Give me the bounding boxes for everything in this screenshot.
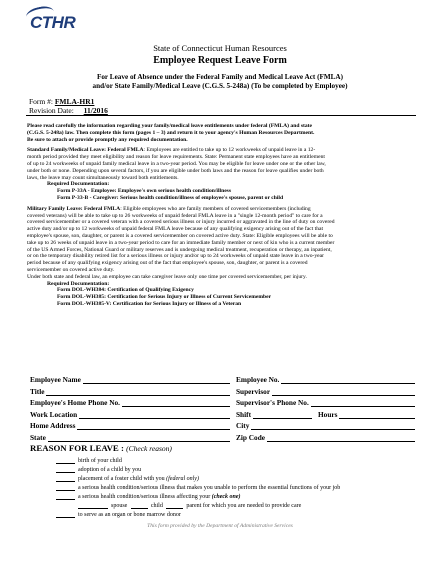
hours-field[interactable]: [339, 411, 415, 419]
hours-label: Hours: [318, 409, 338, 419]
shift-field[interactable]: [253, 411, 312, 419]
supervisor-phone-field[interactable]: [311, 399, 415, 407]
reason-option-adoption: adoption of a child by you: [56, 466, 141, 473]
reason-option-donor: to serve as an organ or bone marrow donor: [56, 511, 181, 518]
reason-check-donor[interactable]: [56, 511, 75, 518]
reason-for-leave-heading: REASON FOR LEAVE : (Check reason): [30, 443, 172, 453]
city-field[interactable]: [251, 422, 415, 430]
reason-option-family-illness: a serious health condition/serious illness affecting your (check one): [56, 493, 241, 500]
reason-check-spouse[interactable]: [78, 502, 108, 509]
form-number: Form #: FMLA-HR1: [29, 97, 95, 106]
reason-check-own-illness[interactable]: [56, 484, 75, 491]
city-label: City: [236, 421, 250, 430]
home-phone-label: Employee's Home Phone No.: [30, 398, 120, 407]
home-address-label: Home Address: [30, 421, 76, 430]
reason-check-parent[interactable]: [166, 502, 183, 509]
reason-check-child[interactable]: [131, 502, 148, 509]
reason-check-adoption[interactable]: [56, 466, 75, 473]
reason-option-foster: placement of a foster child with you (federal only): [56, 475, 199, 482]
footer-note: This form provided by the Department of Administrative Services: [147, 523, 293, 529]
title-field[interactable]: [46, 388, 230, 396]
military-leave-section: Military Family Leave: Federal FMLA: Eligible employees who are family members of covered servicemembers (including: [27, 205, 311, 212]
employee-info: [30, 374, 415, 442]
instructions: Please read carefully the information regarding your family/medical leave entitlements under federal (FMLA) and state (C.G.S. 5-248a) law. Then complete this form (pages 1 – 3) and return it to your agency's Human Resources Department. Be sure to attach or provide promptly any required documentation. Standard Family/Medical Leave: Federal FMLA: Employees are entitled to take up to 12 workweeks of unpaid leave in a 12- month period provided they meet eligibility and reason for leave requirements. State: Permanent state employees have an entitlement of up to 24 workweeks of unpaid family medical leave in a two-year period. You may be eligible for leave under one or the other law, under both or none. Depending upon several factors, if you are eligible under both laws and the reason for leave qualifies under both laws, the leave may count simultaneously toward both entitlements. Required Documentation: Form P-33A - Employee: Employee's own serious health condition/illness Form P-33-B - Caregiver: Serious health condition/illness of employee's spouse, parent or child Military Family Leave: Federal FMLA: Eligible employees who are family members of covered servicemembers (including covered veterans) will be able to take up to 26 workweeks of unpaid federal FMLA leave in a "single 12-month period" to care for a covered servicemember or a covered veteran with a covered serious illness or injury incurred or aggravated in the line of duty on covered active duty and/or up to 12 workweeks of unpaid federal FMLA leave because of any qualifying exigency arising out of the fact that employee's spouse, son, daughter, or parent is a covered servicemember on covered active duty. State: Eligible employees will be able to take up to 26 weeks of unpaid leave in a two-year period to care for an immediate family member or next of kin who is a current member of the US Armed Forces, National Guard or military reserves and is undergoing medical treatment, recuperation or therapy, an inpatient, or on the temporary disability retired list for a serious illness or injury and/or up to 24 workweeks of unpaid state leave in a two-year period because of any qualifying exigency arising out of the fact that employee's spouse, son, daughter, or parent is a covered servicemember on covered active duty. Under both state and federal law, an employee can take caregiver leave only one time per covered servicemember, per injury. Required Documentation: Form DOL-WH384: Certification of Qualifying Exigency Form DOL-WH385: Certification for Serious Injury or Illness of Current Servicemember Form DOL-WH385-V: Certification for Serious Injury or Illness of a Veteran: [27, 123, 417, 308]
supervisor-field[interactable]: [272, 388, 415, 396]
reason-check-birth[interactable]: [56, 457, 75, 464]
title-label: Title: [30, 386, 45, 396]
supervisor-phone-label: Supervisor's Phone No.: [236, 398, 309, 407]
reason-check-foster[interactable]: [56, 475, 75, 482]
employee-name-label: Employee Name: [30, 375, 81, 384]
cthr-logo: CTHR: [30, 13, 75, 33]
home-address-field[interactable]: [77, 422, 230, 430]
supervisor-label: Supervisor: [236, 386, 271, 396]
employee-no-label: Employee No.: [236, 375, 280, 384]
form-title: Employee Request Leave Form: [153, 55, 287, 66]
form-subtitle: For Leave of Absence under the Federal Family and Medical Leave Act (FMLA) and/or State Family/Medical Leave (C.G.S. 5-248a) (To be completed by Employee): [92, 73, 348, 90]
reason-check-family-illness[interactable]: [56, 493, 75, 500]
state-field[interactable]: [48, 434, 230, 442]
home-phone-field[interactable]: [122, 399, 230, 407]
employee-no-field[interactable]: [281, 376, 415, 384]
reason-option-birth: birth of your child: [56, 457, 122, 464]
work-location-label: Work Location: [30, 409, 78, 419]
header-divider: [26, 115, 416, 116]
shift-label: Shift: [236, 409, 252, 419]
reason-option-own-illness: a serious health condition/serious illness that makes you unable to perform the essential functions of your job: [56, 484, 340, 491]
zip-code-label: Zip Code: [236, 432, 265, 442]
revision-date: Revision Date: 11/2016: [29, 106, 108, 115]
reason-family-choices: spouse child parent for which you are needed to provide care: [78, 502, 301, 509]
employee-name-field[interactable]: [83, 376, 230, 384]
agency-name: State of Connecticut Human Resources: [153, 43, 287, 53]
zip-code-field[interactable]: [267, 434, 415, 442]
state-label: State: [30, 432, 46, 442]
standard-leave-section: Standard Family/Medical Leave: Federal FMLA: Employees are entitled to take up to 12 workweeks of unpaid leave in a 12-: [27, 147, 316, 154]
work-location-field[interactable]: [79, 411, 230, 419]
